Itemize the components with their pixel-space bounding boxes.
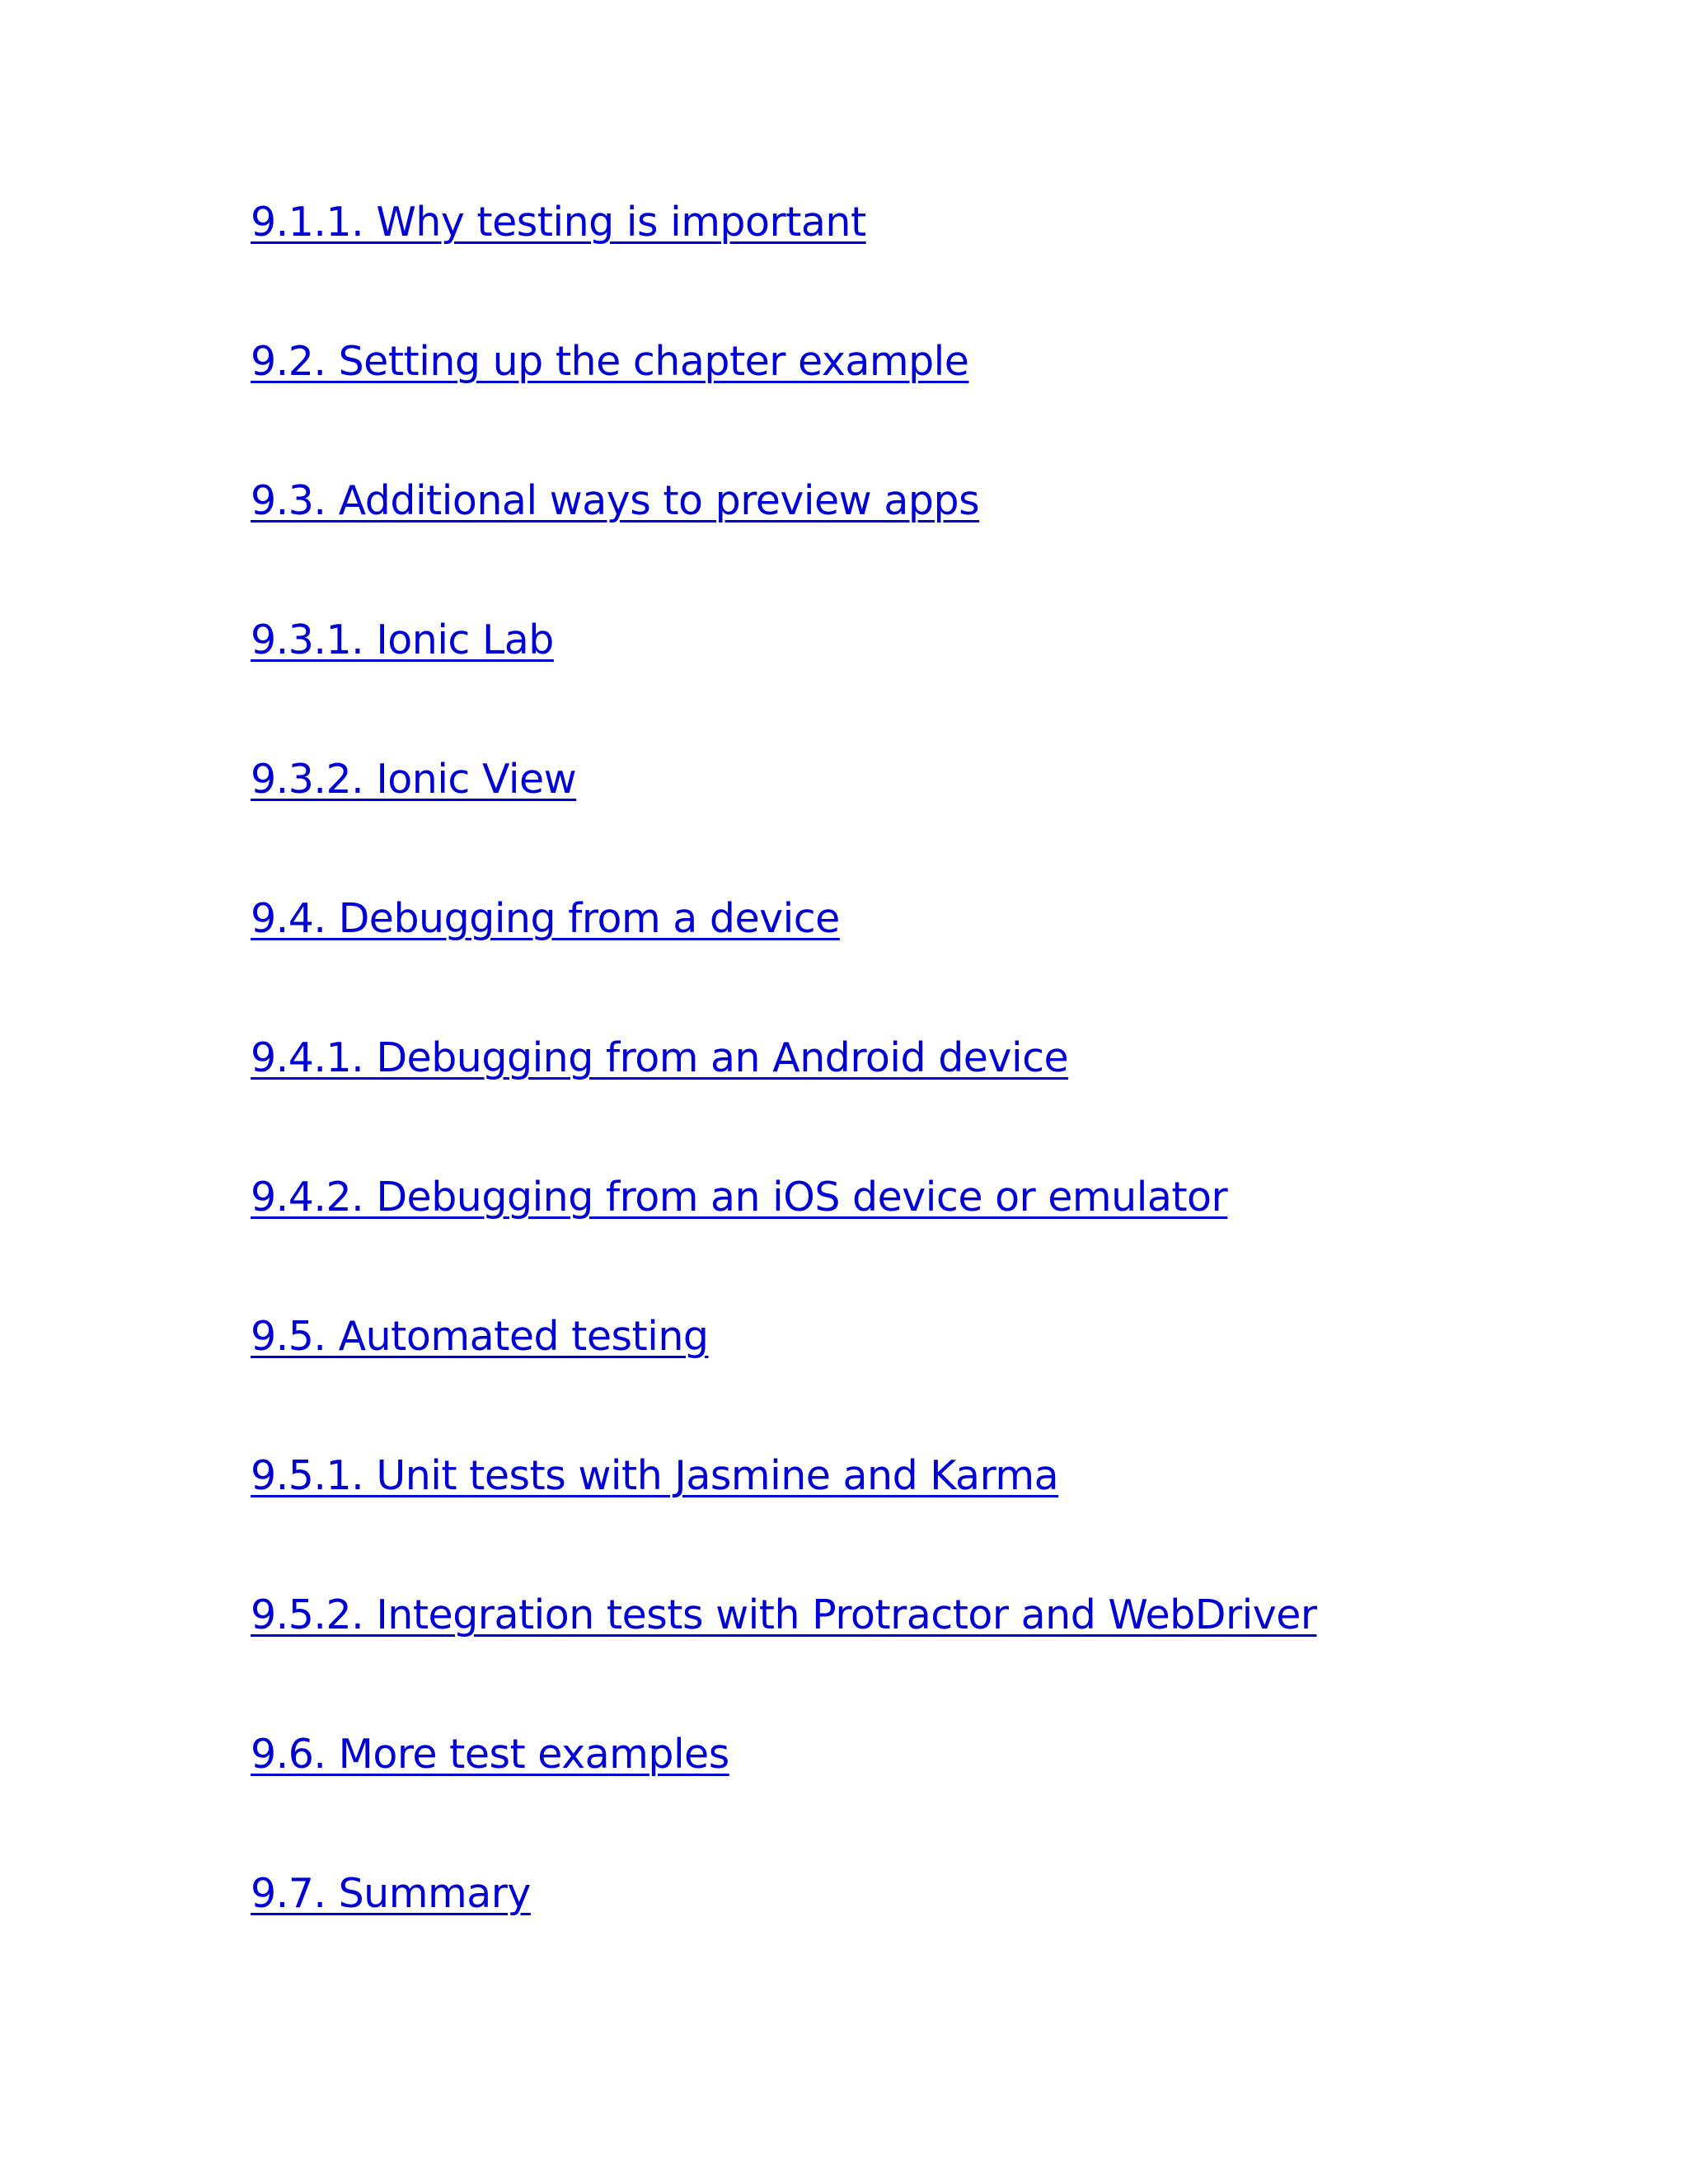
toc-item-9-7 (251, 1859, 1317, 1999)
toc-item-9-1-1 (251, 188, 1317, 327)
toc-link-debugging-from-device[interactable]: 9.4. Debugging from a device (251, 895, 840, 942)
toc-link-debugging-android[interactable]: 9.4.1. Debugging from an Android device (251, 1034, 1069, 1081)
toc-link-automated-testing[interactable]: 9.5. Automated testing (251, 1313, 709, 1360)
toc-item-9-3-2 (251, 745, 1317, 884)
toc-item-9-4 (251, 884, 1317, 1024)
toc-item-9-3-1 (251, 606, 1317, 745)
toc-link-unit-tests-jasmine-karma[interactable]: 9.5.1. Unit tests with Jasmine and Karma (251, 1452, 1059, 1499)
toc-link-why-testing-is-important[interactable]: 9.1.1. Why testing is important (251, 199, 866, 246)
toc-item-9-4-1 (251, 1024, 1317, 1163)
toc-link-integration-tests-protractor[interactable]: 9.5.2. Integration tests with Protractor and WebDriver (251, 1591, 1317, 1638)
toc-link-setting-up-chapter-example[interactable]: 9.2. Setting up the chapter example (251, 338, 969, 385)
toc-link-additional-ways-to-preview[interactable]: 9.3. Additional ways to preview apps (251, 477, 980, 524)
toc-item-9-2 (251, 327, 1317, 466)
toc-link-ionic-lab[interactable]: 9.3.1. Ionic Lab (251, 616, 554, 663)
toc-link-ionic-view[interactable]: 9.3.2. Ionic View (251, 756, 577, 803)
toc-link-summary[interactable]: 9.7. Summary (251, 1870, 531, 1917)
toc-item-9-5-1 (251, 1441, 1317, 1581)
toc-item-9-5 (251, 1302, 1317, 1441)
table-of-contents (251, 188, 1317, 1999)
toc-link-debugging-ios[interactable]: 9.4.2. Debugging from an iOS device or emulator (251, 1174, 1228, 1221)
toc-item-9-4-2 (251, 1163, 1317, 1302)
toc-item-9-3 (251, 466, 1317, 606)
toc-link-more-test-examples[interactable]: 9.6. More test examples (251, 1731, 729, 1778)
toc-item-9-6 (251, 1720, 1317, 1859)
toc-item-9-5-2 (251, 1581, 1317, 1720)
